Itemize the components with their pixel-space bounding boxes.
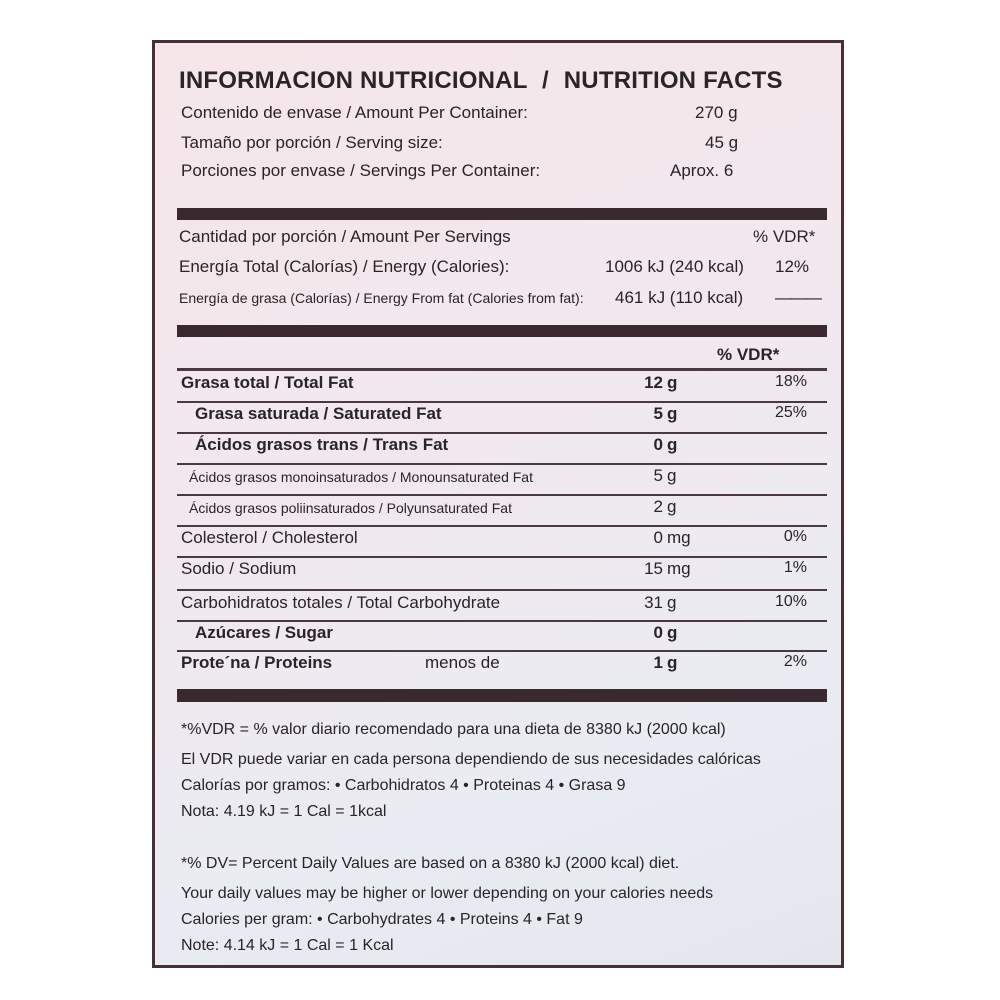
footnote-en-2: Your daily values may be higher or lower depending on your calories needs [181,885,714,902]
nutrient-amount: 1 [653,653,663,672]
container-amount-value: 270 g [695,103,738,122]
nutrient-label: Grasa saturada / Saturated Fat [195,404,442,423]
title-separator: / [542,67,549,94]
row-divider [177,650,827,652]
nutrient-label: Ácidos grasos monoinsaturados / Monounsaturated Fat [189,469,533,485]
panel-title [179,67,783,95]
nutrient-label: Carbohidratos totales / Total Carbohydrate [181,593,501,612]
nutrient-unit: g [667,593,677,612]
servings-per-container-value: Aprox. 6 [670,161,734,180]
nutrient-daily-value: 10% [774,593,807,610]
nutrient-unit: g [667,653,678,672]
title-english: NUTRITION FACTS [563,67,783,94]
nutrient-amount: 31 [644,593,663,612]
nutrient-unit: g [667,404,678,423]
row-divider [177,589,827,591]
nutrient-unit: mg [667,528,691,547]
serving-size-label: Tamaño por porción / Serving size: [181,133,443,152]
energy-total-label: Energía Total (Calorías) / Energy (Calories): [179,257,510,276]
nutrient-label: Azúcares / Sugar [195,623,333,642]
energy-total-value: 1006 kJ (240 kcal) [605,257,744,276]
nutrient-amount: 0 [653,435,663,454]
amount-per-serving-label: Cantidad por porción / Amount Per Servings [179,227,511,246]
nutrient-label: Colesterol / Cholesterol [181,528,358,547]
nutrient-amount: 5 [653,404,663,423]
footnote-en-3: Calories per gram: • Carbohydrates 4 • Proteins 4 • Fat 9 [181,911,583,928]
rule-under-pct-header [177,368,827,371]
serving-size-value: 45 g [705,133,739,152]
row-divider [177,494,827,496]
footnote-es-2: El VDR puede variar en cada persona dependiendo de sus necesidades calóricas [181,751,761,768]
nutrient-daily-value: 1% [783,559,807,576]
nutrient-unit: g [667,435,678,454]
footnote-es-3: Calorías por gramos: • Carbohidratos 4 • Proteinas 4 • Grasa 9 [181,777,626,794]
nutrient-daily-value: 25% [774,404,807,421]
nutrient-unit: g [667,623,678,642]
nutrient-amount: 0 [653,623,663,642]
footnote-es-4: Nota: 4.19 kJ = 1 Cal = 1kcal [181,803,387,820]
nutrients-pct-header: % VDR* [717,345,780,364]
energy-fat-value: 461 kJ (110 kcal) [615,288,744,307]
nutrient-daily-value: 2% [783,653,807,670]
energy-pct-header: % VDR* [753,227,816,246]
nutrient-qualifier: menos de [425,653,500,672]
nutrient-unit: g [667,497,677,516]
row-divider [177,620,827,622]
nutrient-amount: 0 [653,528,663,547]
footnote-en-1: *% DV= Percent Daily Values are based on a 8380 kJ (2000 kcal) diet. [181,855,680,872]
row-divider [177,463,827,465]
nutrient-unit: g [667,466,677,485]
nutrient-amount: 5 [653,466,663,485]
nutrient-daily-value: 0% [783,528,807,545]
nutrient-label: Prote´na / Proteins [181,653,333,672]
footnote-en-4: Note: 4.14 kJ = 1 Cal = 1 Kcal [181,937,394,954]
section-bar-bottom [177,689,827,702]
footnote-es-1: *%VDR = % valor diario recomendado para una dieta de 8380 kJ (2000 kcal) [181,721,726,738]
section-bar-top [177,208,827,220]
energy-fat-label: Energía de grasa (Calorías) / Energy From fat (Calories from fat): [179,290,584,306]
section-bar-middle [177,325,827,337]
nutrient-label: Ácidos grasos trans / Trans Fat [195,435,449,454]
nutrient-amount: 2 [653,497,663,516]
container-amount-label: Contenido de envase / Amount Per Container: [181,103,528,122]
title-spanish: INFORMACION NUTRICIONAL [179,67,528,94]
nutrient-amount: 15 [644,559,663,578]
servings-per-container-label: Porciones por envase / Servings Per Container: [181,161,541,180]
nutrient-amount: 12 [644,373,663,392]
energy-total-pct: 12% [775,257,810,276]
nutrient-unit: mg [667,559,691,578]
nutrition-facts-panel [152,40,844,968]
energy-fat-pct: ——— [775,288,820,307]
row-divider [177,401,827,403]
row-divider [177,525,827,527]
nutrient-label: Sodio / Sodium [181,559,297,578]
row-divider [177,556,827,558]
row-divider [177,432,827,434]
nutrient-label: Grasa total / Total Fat [181,373,354,392]
nutrient-daily-value: 18% [774,373,807,390]
nutrient-unit: g [667,373,678,392]
nutrient-label: Ácidos grasos poliinsaturados / Polyunsaturated Fat [189,500,512,516]
